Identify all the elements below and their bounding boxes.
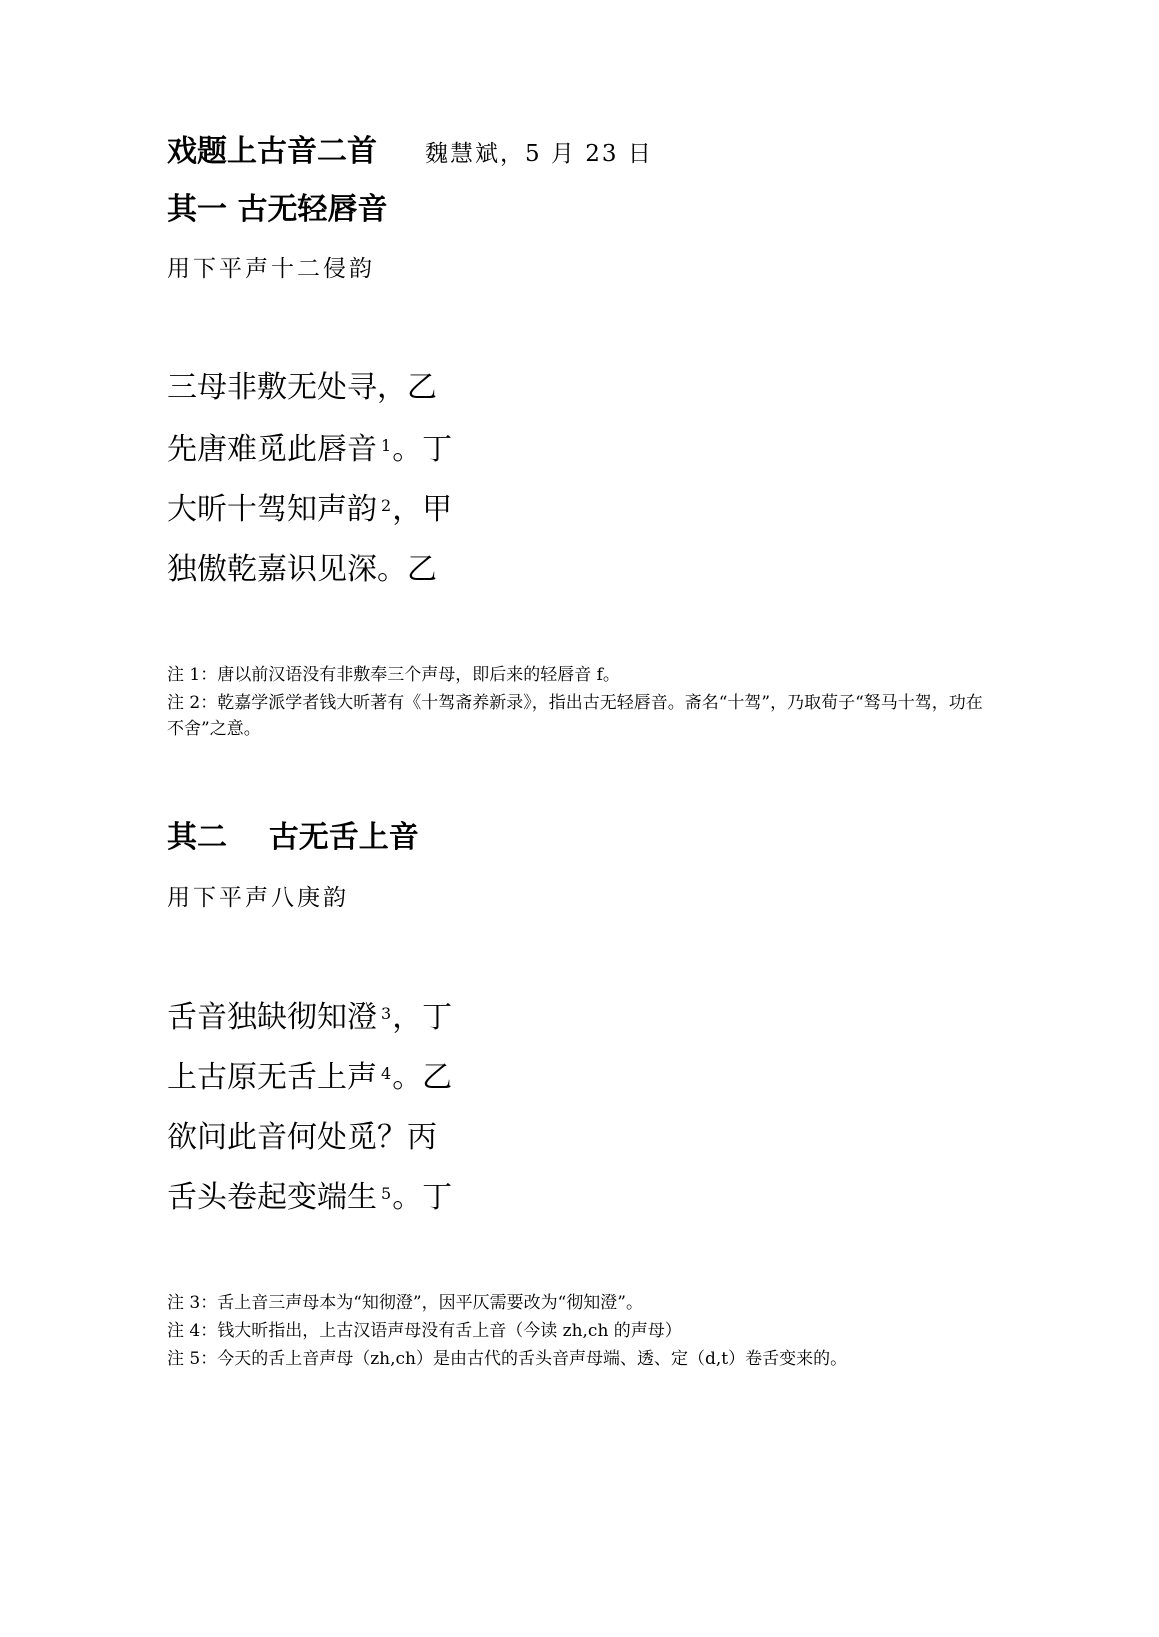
poem1-heading: 其一 古无轻唇音 [167, 192, 388, 227]
verse-tail: ，甲 [392, 492, 453, 527]
footnote-ref-5: 5 [381, 1184, 392, 1203]
footnote-2: 注 2：乾嘉学派学者钱大昕著有《十驾斋养新录》，指出古无轻唇音。斋名“十驾”，乃取荀子“驽马十驾，功在不舍”之意。 [167, 693, 983, 739]
poem2-heading-text: 其二 古无舌上音 [167, 820, 419, 855]
poem2-heading [167, 818, 419, 858]
footnote-ref-3: 3 [381, 1004, 392, 1023]
footnote-1: 注 1：唐以前汉语没有非敷奉三个声母，即后来的轻唇音 f。 [167, 665, 620, 685]
verse-text: 欲问此音何处觅？丙 [167, 1120, 437, 1155]
author-date: 魏慧斌，5 月 23 日 [425, 141, 653, 167]
verse-text: 大昕十驾知声韵 [167, 492, 377, 527]
verse-tail: 。乙 [392, 1060, 453, 1095]
verse-text: 先唐难觅此唇音 [167, 432, 377, 467]
poem1-line-2 [167, 430, 452, 470]
title-text: 戏题上古音二首 [167, 134, 377, 169]
document-title [167, 132, 653, 174]
footnote-5: 注 5：今天的舌上音声母（zh,ch）是由古代的舌头音声母端、透、定（d,t）卷舌变来的。 [167, 1349, 848, 1369]
poem2-line-4 [167, 1178, 452, 1218]
poem1-rhyme-note: 用下平声十二侵韵 [167, 256, 375, 282]
poem2-rhyme-note: 用下平声八庚韵 [167, 885, 349, 911]
verse-tail: 。丁 [392, 432, 453, 467]
poem2-line-1 [167, 998, 452, 1038]
footnote-ref-2: 2 [381, 496, 392, 515]
poem2-line-3 [167, 1118, 437, 1158]
poem1-line-4 [167, 550, 437, 590]
poem1-line-3 [167, 490, 452, 530]
footnote-ref-4: 4 [381, 1064, 392, 1083]
footnote-4: 注 4：钱大昕指出，上古汉语声母没有舌上音（今读 zh,ch 的声母） [167, 1321, 682, 1341]
verse-tail: 。丁 [392, 1180, 453, 1215]
verse-text: 三母非敷无处寻，乙 [167, 370, 437, 405]
poem1-line-1 [167, 368, 437, 408]
verse-text: 舌音独缺彻知澄 [167, 1000, 377, 1035]
verse-tail: ，丁 [392, 1000, 453, 1035]
footnote-3: 注 3：舌上音三声母本为“知彻澄”，因平仄需要改为“彻知澄”。 [167, 1293, 643, 1313]
verse-text: 上古原无舌上声 [167, 1060, 377, 1095]
verse-text: 舌头卷起变端生 [167, 1180, 377, 1215]
poem2-line-2 [167, 1058, 452, 1098]
footnote-ref-1: 1 [381, 436, 392, 455]
verse-text: 独傲乾嘉识见深。乙 [167, 552, 437, 587]
